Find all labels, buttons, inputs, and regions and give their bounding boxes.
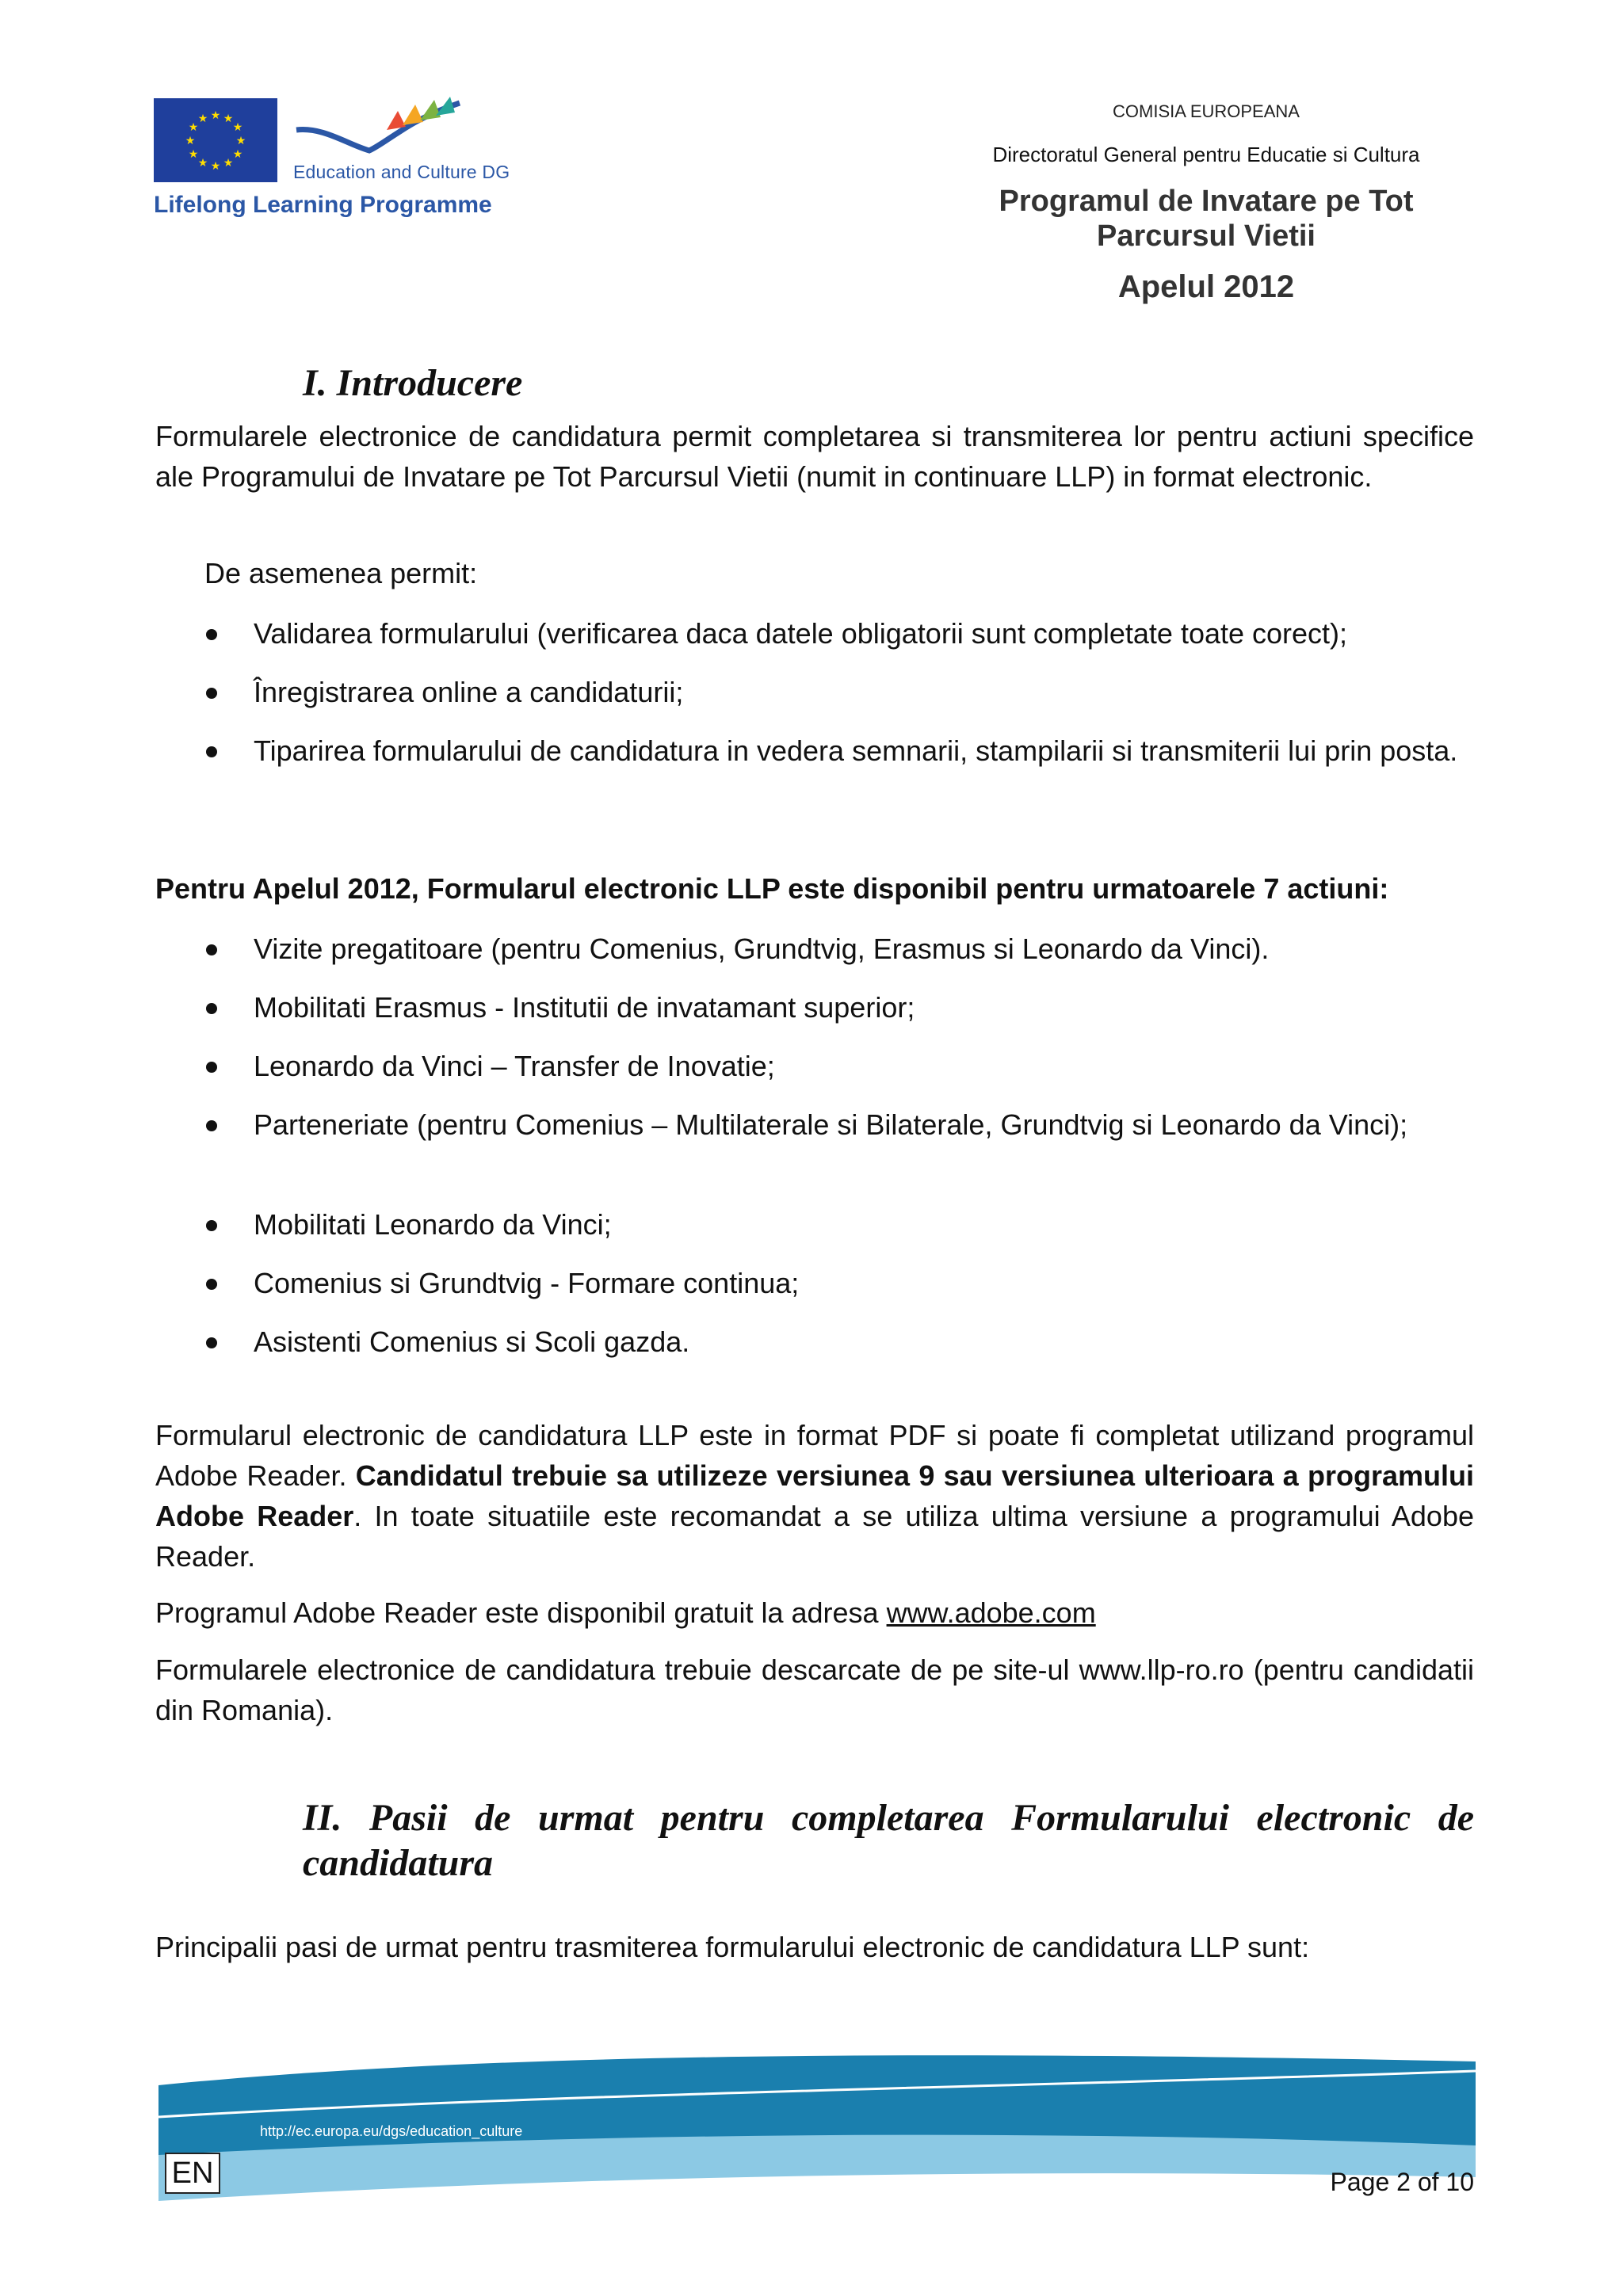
pdf-paragraph	[155, 1415, 1474, 1577]
header-directorate: Directoratul General pentru Educatie si Cultura	[992, 143, 1420, 166]
pdf-bold-version: Candidatul trebuie sa utilizeze versiunea 9 sau versiunea ulterioara a programului	[355, 1459, 1474, 1492]
action-item: Mobilitati Erasmus - Institutii de invatamant superior;	[254, 991, 915, 1024]
svg-text:★: ★	[197, 113, 208, 125]
bullet-icon	[206, 688, 217, 699]
section-1-heading: I. Introducere	[303, 362, 523, 404]
svg-text:★: ★	[232, 121, 243, 134]
header-program: Programul de Invatare pe Tot Parcursul Vietii	[999, 185, 1414, 253]
bullet-icon	[206, 944, 217, 955]
llp-logo	[154, 95, 510, 230]
bullet-icon	[206, 629, 217, 640]
pdf-bold-adobe: Adobe Reader	[155, 1500, 354, 1532]
svg-text:★: ★	[210, 160, 221, 173]
section-2-heading: II. Pasii de urmat pentru completarea Formularului electronic de candidatura	[303, 1797, 1474, 1884]
header-org: COMISIA EUROPEANA	[1113, 101, 1300, 121]
also-permits-text: De asemenea permit:	[204, 557, 478, 589]
action-item: Mobilitati Leonardo da Vinci;	[254, 1208, 612, 1241]
action-item: Vizite pregatitoare (pentru Comenius, Grundtvig, Erasmus si Leonardo da Vinci).	[254, 933, 1270, 965]
actions-heading: Pentru Apelul 2012, Formularul electronic LLP este disponibil pentru urmatoarele 7 actiuni:	[155, 872, 1389, 905]
swoosh-logo-icon	[292, 95, 466, 158]
svg-text:★: ★	[223, 157, 234, 170]
steps-intro: Principalii pasi de urmat pentru trasmiterea formularului electronic de candidatura LLP sunt:	[155, 1931, 1310, 1963]
bullet-icon	[206, 1062, 217, 1073]
language-badge: EN	[165, 2153, 220, 2194]
feature-item: Validarea formularului (verificarea daca datele obligatorii sunt completate toate corect);	[254, 617, 1348, 650]
header-call: Apelul 2012	[1117, 269, 1295, 304]
action-item: Leonardo da Vinci – Transfer de Inovatie;	[254, 1050, 775, 1082]
adobe-paragraph	[155, 1592, 1474, 1633]
download-paragraph: Formularele electronice de candidatura trebuie descarcate de pe site-ul www.llp-ro.ro (pentru candidatii din Romania).	[155, 1653, 1474, 1726]
action-item: Asistenti Comenius si Scoli gazda.	[254, 1325, 690, 1358]
svg-text:★: ★	[188, 148, 199, 161]
adobe-link[interactable]: www.adobe.com	[886, 1596, 1096, 1629]
bullet-icon	[206, 1220, 217, 1231]
adobe-text: Programul Adobe Reader este disponibil gratuit la adresa	[155, 1596, 887, 1629]
svg-text:★: ★	[232, 148, 243, 161]
logo-dg-label: Education and Culture DG	[293, 162, 510, 182]
svg-text:★: ★	[197, 157, 208, 170]
svg-text:★: ★	[188, 121, 199, 134]
eu-flag-icon	[154, 98, 277, 182]
action-item: Parteneriate (pentru Comenius – Multilaterale si Bilaterale, Grundtvig si Leonardo da Vinci);	[254, 1108, 1408, 1141]
feature-item: Înregistrarea online a candidaturii;	[254, 676, 684, 708]
footer-wave-banner	[158, 2044, 1476, 2201]
bullet-icon	[206, 1120, 217, 1131]
svg-text:★: ★	[210, 109, 221, 122]
svg-text:★: ★	[235, 135, 246, 147]
svg-text:★: ★	[223, 113, 234, 125]
bullet-icon	[206, 746, 217, 757]
pdf-text-2: . In toate situatiile este recomandat a se utiliza ultima versiune a programului Adobe Reader.	[155, 1500, 1474, 1573]
svg-text:★: ★	[185, 135, 196, 147]
logo-program-label: Lifelong Learning Programme	[154, 192, 492, 218]
bullet-icon	[206, 1003, 217, 1014]
footer-url[interactable]: http://ec.europa.eu/dgs/education_culture	[260, 2123, 523, 2139]
feature-item: Tiparirea formularului de candidatura in vedera semnarii, stampilarii si transmiterii lui prin posta.	[254, 734, 1458, 767]
bullet-icon	[206, 1337, 217, 1348]
pdf-text-1: Formularul electronic de candidatura LLP este in format PDF si poate fi completat utilizand programul Adobe Reader.	[155, 1419, 1474, 1492]
intro-paragraph: Formularele electronice de candidatura permit completarea si transmiterea lor pentru actiuni specifice ale Programului de Invatare pe Tot Parcursul Vietii (numit in continuare LLP) in format electronic.	[155, 420, 1474, 493]
bullet-icon	[206, 1279, 217, 1290]
page-number: Page 2 of 10	[1330, 2168, 1474, 2196]
action-item: Comenius si Grundtvig - Formare continua;	[254, 1267, 800, 1299]
